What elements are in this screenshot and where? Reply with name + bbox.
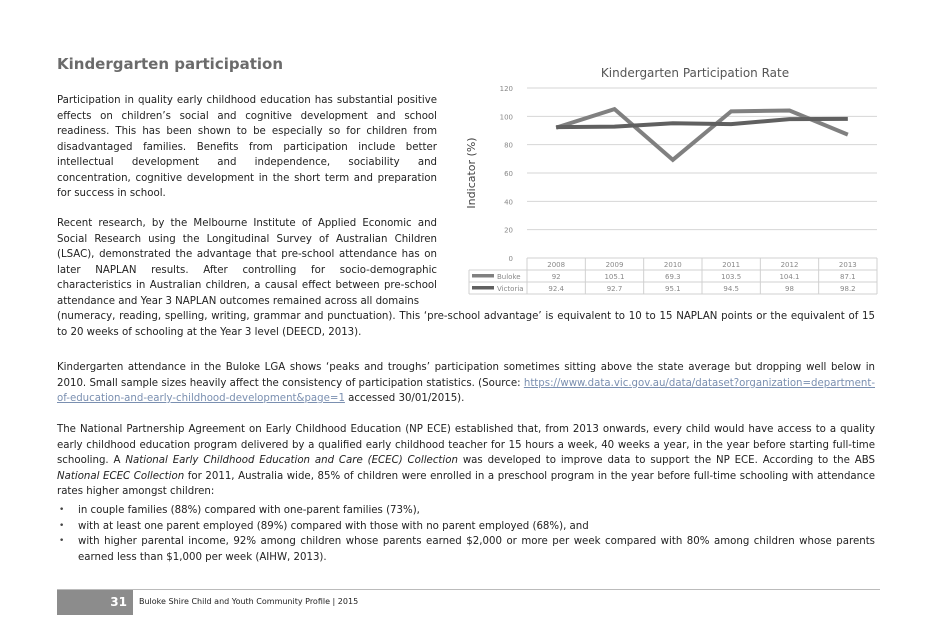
y-tick-label: 0 bbox=[508, 255, 513, 263]
legend-label: Victoria bbox=[497, 285, 524, 293]
footer-title: Buloke Shire Child and Youth Community Profile | 2015 bbox=[139, 597, 359, 606]
attendance-text: Kindergarten attendance in the Buloke LGA shows ‘peaks and troughs’ participation sometimes sitting above the state average but dropping well below in 2010. Small sample sizes heavily affect the consistency of participation statistics. (Source: bbox=[57, 362, 875, 389]
paragraph-research-continued: (numeracy, reading, spelling, writing, grammar and punctuation). This ‘pre-school advantage’ is equivalent to 10 to 15 NAPLAN points or the equivalent of 15 to 20 weeks of schooling at the Year 3 level (DEECD, 2013). bbox=[57, 311, 875, 338]
bullet-icon: • bbox=[59, 505, 65, 515]
data-label: 98.2 bbox=[840, 285, 856, 293]
bullet-icon: • bbox=[59, 520, 65, 531]
data-label: 94.5 bbox=[723, 285, 739, 293]
bullet-item: • in couple families (88%) compared with one-parent families (73%), bbox=[57, 503, 875, 519]
data-label: 98 bbox=[785, 285, 794, 293]
data-label: 92.4 bbox=[548, 285, 564, 293]
y-tick-label: 60 bbox=[504, 170, 513, 178]
y-axis-label: Indicator (%) bbox=[465, 137, 478, 209]
legend-label: Buloke bbox=[497, 273, 521, 281]
np-ece-text-b: was developed to improve data to support the NP ECE. According to the ABS bbox=[457, 455, 875, 466]
np-ece-text-a: The National Partnership Agreement on Early Childhood Education (NP ECE) established that, from 2013 onwards, every child would have access to a quality early childhood education program delivered by a qualified early childhood teacher for 15 hours a week, 40 weeks a year, in the year before starting full-time schooling. A bbox=[57, 424, 875, 466]
section-heading: Kindergarten participation bbox=[57, 55, 284, 73]
source-link[interactable]: https://www.data.vic.gov.au/data/dataset?organization=department-of-education-and-early-childhood-development&page=1 bbox=[57, 377, 875, 404]
participation-rate-chart bbox=[465, 60, 885, 310]
bullet-item: • with higher parental income, 92% among children whose parents earned $2,000 or more per week compared with 80% among children whose parents earned less than $1,000 per week (AIHW, 2013). bbox=[59, 536, 875, 563]
data-label: 105.1 bbox=[604, 273, 625, 281]
bullet-icon: • bbox=[59, 536, 65, 546]
paragraph-participation-benefits: Participation in quality early childhood education has substantial positive effects on children’s social and cognitive development and school readiness. This has been shown to be especially so for children from disadvantaged families. Benefits from participation include better intellectual development and independence, sociability and concentration, cognitive development in the short term and preparation for success in school. bbox=[57, 95, 437, 199]
footer-divider bbox=[57, 589, 880, 590]
y-tick-label: 40 bbox=[504, 198, 513, 207]
np-ece-text-c: for 2011, Australia wide, 85% of children were enrolled in a preschool program in the year before full-time schooling with attendance rates higher amongst children: bbox=[57, 470, 875, 497]
y-tick-label: 120 bbox=[499, 85, 513, 93]
paragraph-research bbox=[57, 216, 437, 309]
access-date-text: accessed 30/01/2015). bbox=[344, 393, 465, 404]
national-ecec-collection-title: National ECEC Collection bbox=[57, 470, 185, 482]
page-number: 31 bbox=[57, 590, 133, 615]
x-tick-label: 2011 bbox=[722, 261, 741, 269]
x-tick-label: 2009 bbox=[605, 261, 624, 269]
data-label: 95.1 bbox=[665, 285, 681, 293]
data-label: 103.5 bbox=[721, 273, 742, 281]
bullet-item: • with at least one parent employed (89%) compared with those with no parent employed (68%), and bbox=[57, 519, 875, 535]
series-line-victoria bbox=[556, 119, 848, 127]
y-tick-label: 100 bbox=[499, 113, 513, 122]
data-label: 104.1 bbox=[779, 273, 800, 281]
data-label: 87.1 bbox=[840, 273, 856, 281]
paragraph-buloke-attendance bbox=[57, 360, 875, 407]
attendance-bullet-list bbox=[57, 503, 875, 565]
y-tick-label: 20 bbox=[504, 226, 513, 235]
ecec-collection-title: National Early Childhood Education and Care (ECEC) Collection bbox=[125, 455, 458, 466]
chart-title: Kindergarten Participation Rate bbox=[600, 66, 790, 80]
data-label: 92.7 bbox=[606, 285, 623, 293]
data-label: 92 bbox=[551, 273, 561, 281]
paragraph-research-part1: Recent research, by the Melbourne Institute of Applied Economic and Social Research using the Longitudinal Survey of Australian Children (LSAC), demonstrated the advantage that pre-school attendance has on later NAPLAN results. After controlling for socio-demographic characteristics in Australian children, a causal effect between pre-school attendance and Year 3 NAPLAN outcomes remained across all domains bbox=[57, 218, 437, 307]
legend-swatch bbox=[472, 274, 494, 278]
x-tick-label: 2010 bbox=[663, 261, 682, 269]
paragraph-np-ece bbox=[57, 422, 875, 500]
x-tick-label: 2008 bbox=[547, 261, 566, 269]
x-tick-label: 2013 bbox=[838, 261, 857, 269]
x-tick-label: 2012 bbox=[780, 261, 799, 269]
legend-swatch bbox=[472, 286, 494, 290]
y-tick-label: 80 bbox=[504, 141, 513, 150]
data-label: 69.3 bbox=[665, 273, 681, 281]
